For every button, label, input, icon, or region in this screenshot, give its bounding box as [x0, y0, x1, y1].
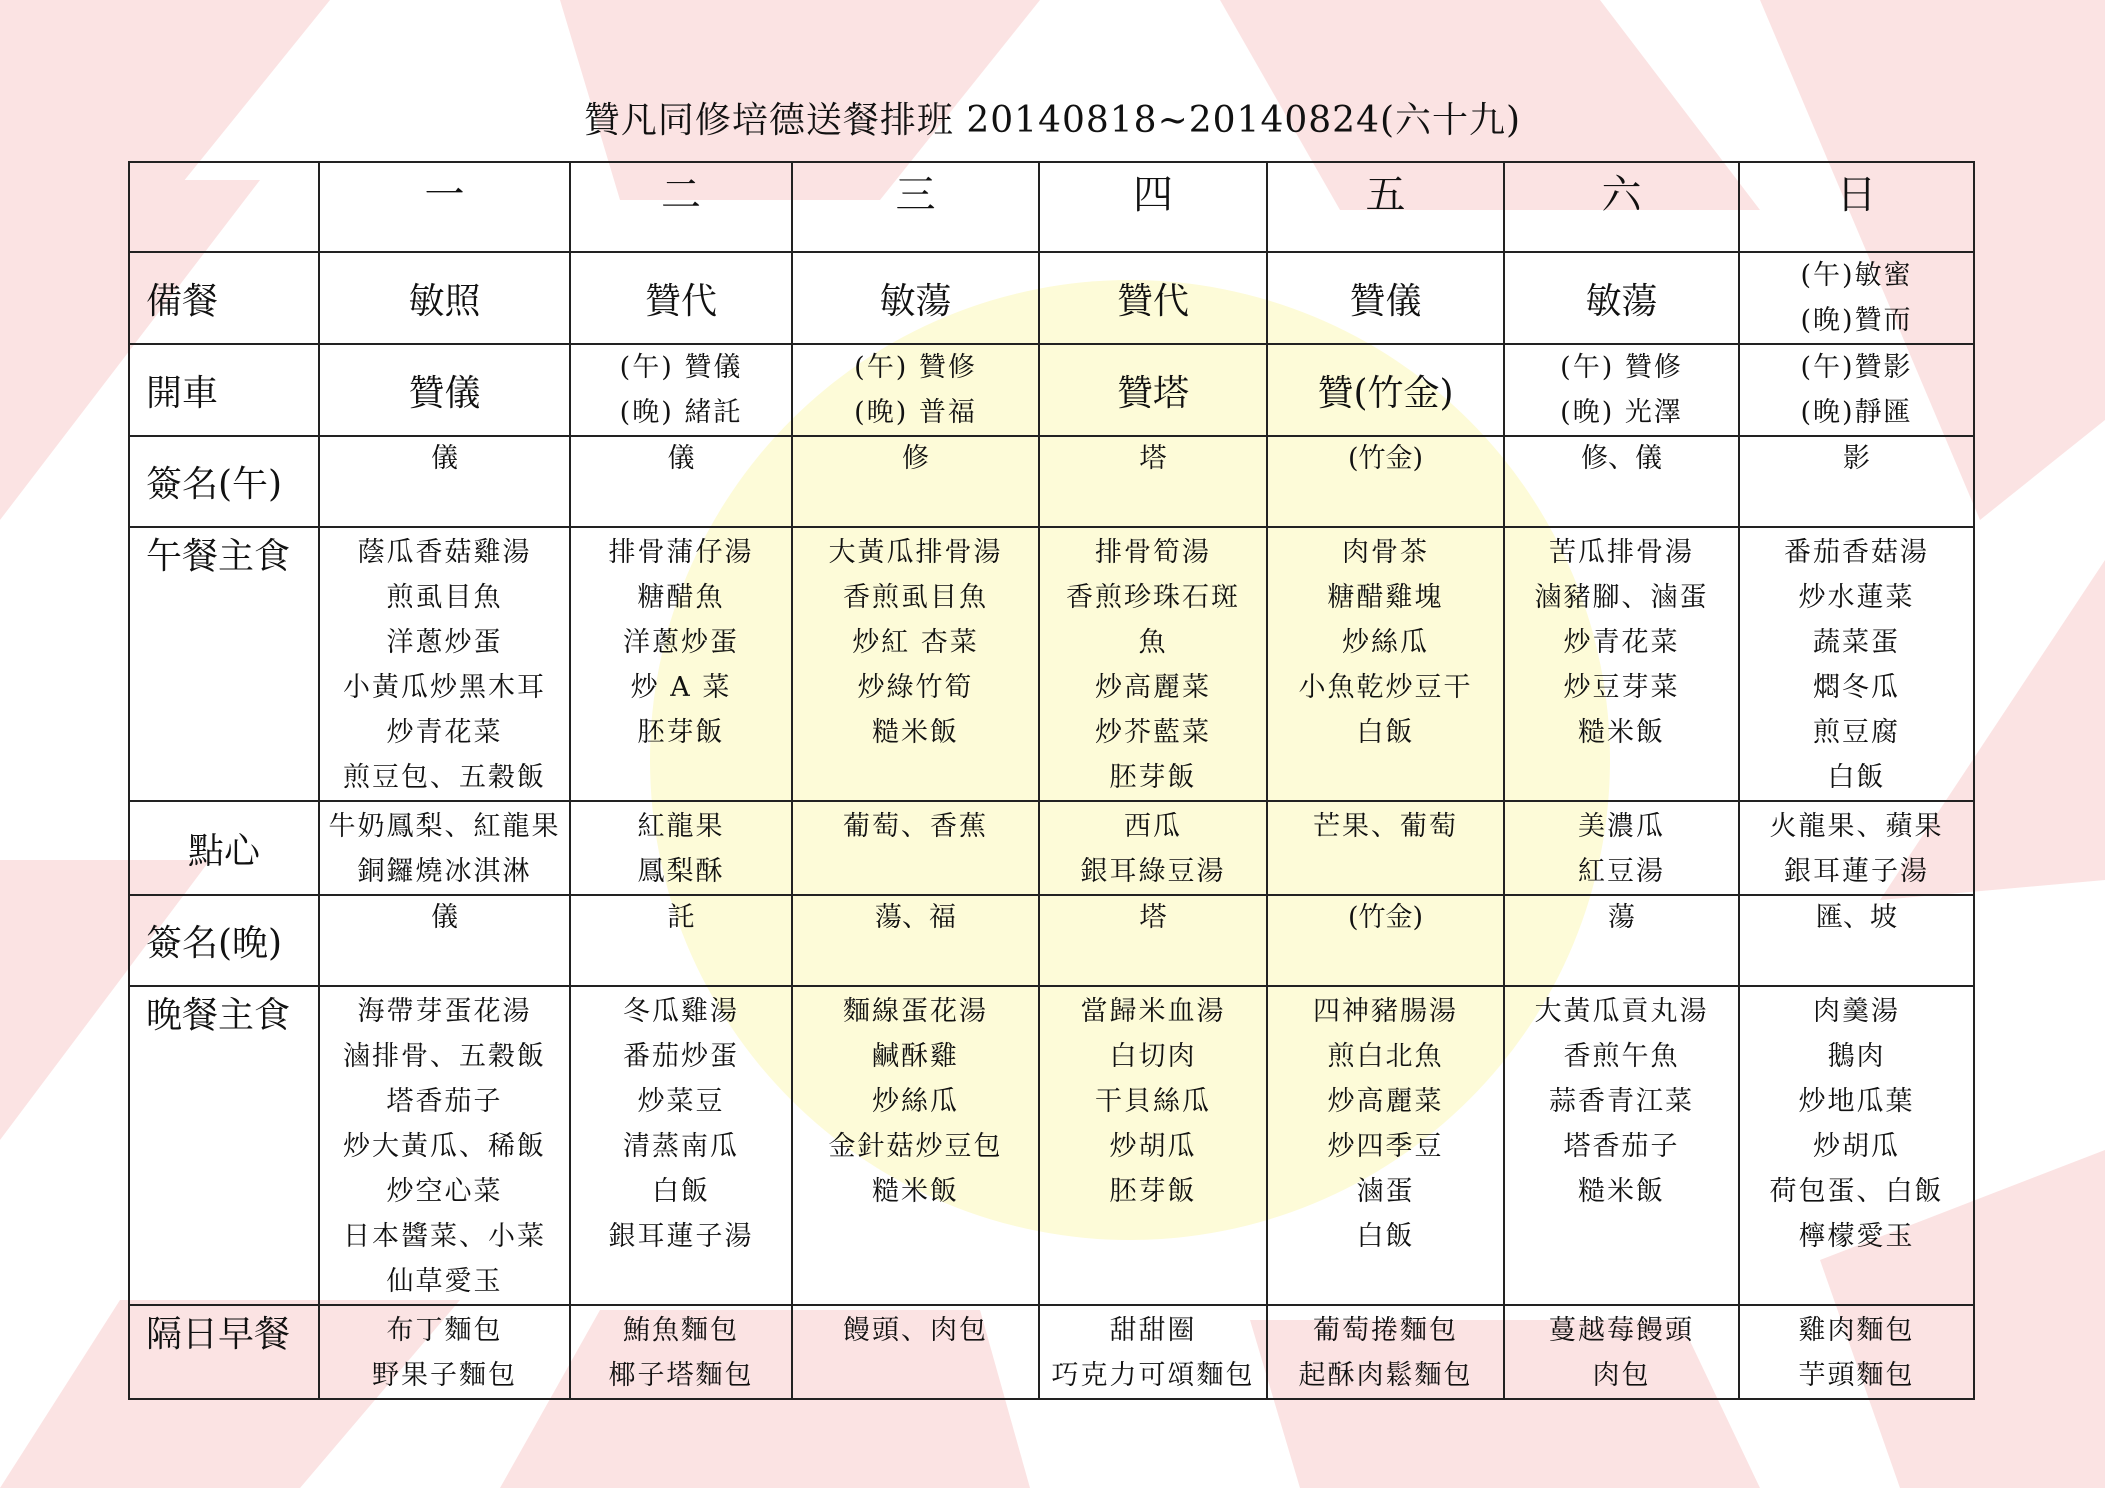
menu-item: 大黃瓜貢丸湯 — [1534, 996, 1709, 1027]
schedule-cell — [1504, 344, 1739, 436]
weekday-header: 一 — [319, 162, 570, 252]
schedule-cell — [792, 986, 1039, 1305]
menu-item: 燜冬瓜 — [1813, 672, 1900, 703]
schedule-cell — [570, 986, 792, 1305]
menu-item: 香煎午魚 — [1563, 1041, 1680, 1072]
menu-item: 炒豆芽菜 — [1563, 672, 1680, 703]
schedule-cell — [1039, 436, 1267, 527]
staff-line: (晚) 緒託 — [619, 397, 743, 428]
menu-item: 干貝絲瓜 — [1095, 1086, 1211, 1117]
menu-item: 肉包 — [1592, 1360, 1651, 1391]
menu-item: 葡萄捲麵包 — [1313, 1315, 1458, 1346]
menu-item: 滷排骨、五穀飯 — [343, 1041, 546, 1072]
menu-item: 煎虱目魚 — [386, 582, 503, 613]
schedule-cell — [319, 801, 570, 895]
menu-item: 糙米飯 — [1578, 717, 1665, 748]
row-label: 簽名(午) — [129, 436, 319, 527]
row-label: 隔日早餐 — [129, 1305, 319, 1399]
staff-name: 贊儀 — [1349, 280, 1422, 322]
menu-item: 白飯 — [1356, 717, 1415, 748]
corner-cell — [129, 162, 319, 252]
schedule-cell — [1039, 344, 1267, 436]
menu-item: 炒四季豆 — [1327, 1131, 1444, 1162]
menu-item: 西瓜 — [1124, 811, 1182, 842]
signature-text: 塔 — [1139, 902, 1167, 933]
staff-name: 贊(竹金) — [1317, 372, 1454, 414]
menu-item: 鵝肉 — [1827, 1041, 1886, 1072]
menu-item: 鳳梨酥 — [637, 856, 725, 887]
menu-item: 炒絲瓜 — [872, 1086, 959, 1117]
row-sign-eve — [129, 895, 1974, 986]
menu-item: 肉骨茶 — [1342, 537, 1429, 568]
menu-item: 糙米飯 — [1578, 1176, 1665, 1207]
staff-line: (晚) 光澤 — [1560, 397, 1683, 428]
menu-item: 炒青花菜 — [1563, 627, 1680, 658]
menu-item: 蔓越莓饅頭 — [1549, 1315, 1694, 1346]
menu-item: 煎豆包、五穀飯 — [343, 762, 546, 793]
signature-text: 蕩 — [1608, 902, 1635, 933]
page-title: 贊凡同修培德送餐排班 20140818~20140824(六十九) — [583, 100, 1522, 141]
menu-item: 炒芥藍菜 — [1095, 717, 1211, 748]
schedule-cell — [319, 436, 570, 527]
menu-item: 小魚乾炒豆干 — [1298, 672, 1473, 703]
menu-item: 炒地瓜葉 — [1798, 1086, 1915, 1117]
schedule-cell — [570, 895, 792, 986]
menu-item: 胚芽飯 — [1109, 1176, 1197, 1207]
schedule-cell — [319, 344, 570, 436]
staff-line: (午) 贊儀 — [619, 352, 743, 383]
menu-item: 冬瓜雞湯 — [623, 996, 739, 1027]
schedule-cell — [792, 895, 1039, 986]
menu-item: 荷包蛋、白飯 — [1769, 1176, 1944, 1207]
schedule-cell — [1267, 252, 1504, 344]
staff-line: (午)敏蜜 — [1800, 260, 1913, 291]
menu-item: 肉羹湯 — [1813, 996, 1900, 1027]
menu-item: 香煎珍珠石斑 — [1066, 582, 1240, 613]
schedule-cell — [1504, 895, 1739, 986]
menu-item: 炒胡瓜 — [1813, 1131, 1900, 1162]
row-drive — [129, 344, 1974, 436]
schedule-cell — [570, 436, 792, 527]
signature-text: 蕩、福 — [875, 902, 956, 933]
menu-item: 火龍果、蘋果 — [1769, 811, 1944, 842]
schedule-cell — [1739, 527, 1974, 801]
schedule-cell — [1739, 252, 1974, 344]
menu-item: 蔬菜蛋 — [1813, 627, 1900, 658]
staff-name: 贊代 — [1116, 280, 1189, 322]
menu-item: 煎豆腐 — [1813, 717, 1900, 748]
menu-item: 四神豬腸湯 — [1313, 996, 1458, 1027]
menu-item: 番茄香菇湯 — [1784, 537, 1929, 568]
menu-item: 苦瓜排骨湯 — [1549, 537, 1694, 568]
row-breakfast — [129, 1305, 1974, 1399]
schedule-cell — [570, 527, 792, 801]
schedule-cell — [1039, 895, 1267, 986]
menu-item: 炒水蓮菜 — [1798, 582, 1915, 613]
menu-item: 滷蛋 — [1356, 1176, 1415, 1207]
staff-line: (晚) 普福 — [854, 397, 977, 428]
schedule-cell — [319, 527, 570, 801]
staff-name: 敏蕩 — [879, 280, 952, 322]
staff-name: 贊塔 — [1116, 372, 1189, 414]
schedule-cell — [1739, 344, 1974, 436]
schedule-cell — [792, 436, 1039, 527]
menu-item: 糖醋魚 — [637, 582, 725, 613]
menu-item: 胚芽飯 — [1109, 762, 1197, 793]
menu-item: 雞肉麵包 — [1798, 1315, 1915, 1346]
row-snack — [129, 801, 1974, 895]
schedule-cell — [319, 986, 570, 1305]
schedule-cell — [570, 344, 792, 436]
schedule-cell — [1267, 436, 1504, 527]
weekday-header-row — [129, 162, 1974, 252]
menu-item: 塔香茄子 — [386, 1086, 503, 1117]
signature-text: (竹金) — [1347, 902, 1424, 933]
schedule-cell — [1504, 801, 1739, 895]
schedule-cell — [1504, 986, 1739, 1305]
schedule-cell — [1039, 801, 1267, 895]
signature-text: 塔 — [1139, 443, 1167, 474]
menu-item: 炒空心菜 — [386, 1176, 503, 1207]
menu-item: 當歸米血湯 — [1080, 996, 1226, 1027]
menu-item: 炒胡瓜 — [1109, 1131, 1197, 1162]
menu-item: 麵線蛋花湯 — [843, 996, 988, 1027]
menu-item: 布丁麵包 — [386, 1315, 503, 1346]
menu-item: 美濃瓜 — [1578, 811, 1665, 842]
weekday-header: 四 — [1039, 162, 1267, 252]
schedule-cell — [792, 801, 1039, 895]
menu-item: 炒紅 杏菜 — [852, 627, 979, 658]
row-lunch — [129, 527, 1974, 801]
schedule-cell — [1504, 436, 1739, 527]
staff-line: (午) 贊修 — [1560, 352, 1683, 383]
schedule-cell — [1039, 252, 1267, 344]
schedule-cell — [570, 801, 792, 895]
menu-item: 芋頭麵包 — [1798, 1360, 1915, 1391]
menu-item: 白飯 — [1356, 1221, 1415, 1252]
schedule-cell — [1739, 986, 1974, 1305]
menu-item: 牛奶鳳梨、紅龍果 — [328, 811, 561, 842]
menu-item: 椰子塔麵包 — [608, 1360, 754, 1391]
weekday-header: 三 — [792, 162, 1039, 252]
menu-item: 蔭瓜香菇雞湯 — [357, 537, 532, 568]
schedule-cell — [319, 1305, 570, 1399]
signature-text: 儀 — [431, 443, 458, 474]
schedule-cell — [570, 1305, 792, 1399]
schedule-cell — [1267, 344, 1504, 436]
menu-item: 銀耳蓮子湯 — [608, 1221, 754, 1252]
weekday-header: 二 — [570, 162, 792, 252]
staff-line: (晚)贊而 — [1800, 305, 1913, 336]
schedule-cell — [792, 252, 1039, 344]
staff-name: 贊儀 — [408, 372, 481, 414]
signature-text: 儀 — [667, 443, 695, 474]
menu-item: 仙草愛玉 — [386, 1266, 503, 1297]
row-label: 開車 — [129, 344, 319, 436]
menu-item: 大黃瓜排骨湯 — [828, 537, 1003, 568]
menu-item: 排骨蒲仔湯 — [608, 537, 754, 568]
staff-line: (午) 贊修 — [854, 352, 977, 383]
menu-item: 紅豆湯 — [1578, 856, 1665, 887]
row-label: 點心 — [129, 801, 319, 895]
staff-line: (午)贊影 — [1800, 352, 1913, 383]
menu-item: 紅龍果 — [637, 811, 725, 842]
menu-item: 金針菇炒豆包 — [828, 1131, 1003, 1162]
schedule-cell — [1739, 895, 1974, 986]
menu-item: 清蒸南瓜 — [623, 1131, 739, 1162]
menu-item: 炒 A 菜 — [630, 672, 732, 703]
menu-item: 炒絲瓜 — [1342, 627, 1429, 658]
weekday-header: 日 — [1739, 162, 1974, 252]
row-label: 午餐主食 — [129, 527, 319, 801]
menu-item: 番茄炒蛋 — [623, 1041, 739, 1072]
staff-name: 敏蕩 — [1585, 280, 1658, 322]
menu-item: 銀耳綠豆湯 — [1080, 856, 1226, 887]
row-label: 備餐 — [129, 252, 319, 344]
menu-item: 炒青花菜 — [386, 717, 503, 748]
schedule-cell — [792, 344, 1039, 436]
schedule-cell — [1267, 895, 1504, 986]
menu-item: 炒綠竹筍 — [857, 672, 974, 703]
schedule-cell — [1267, 986, 1504, 1305]
menu-item: 巧克力可頌麵包 — [1051, 1360, 1255, 1391]
schedule-cell — [570, 252, 792, 344]
row-label: 簽名(晚) — [129, 895, 319, 986]
menu-item: 鹹酥雞 — [872, 1041, 959, 1072]
menu-item: 鮪魚麵包 — [623, 1315, 739, 1346]
schedule-cell — [1267, 527, 1504, 801]
signature-text: 託 — [667, 902, 695, 933]
signature-text: 匯、坡 — [1816, 902, 1897, 933]
schedule-cell — [1039, 1305, 1267, 1399]
menu-item: 野果子麵包 — [372, 1360, 517, 1391]
schedule-cell — [1504, 527, 1739, 801]
menu-item: 芒果、葡萄 — [1313, 811, 1458, 842]
menu-item: 炒大黃瓜、稀飯 — [343, 1131, 546, 1162]
schedule-table — [128, 161, 1975, 1400]
menu-item: 滷豬腳、滷蛋 — [1534, 582, 1709, 613]
schedule-cell — [319, 895, 570, 986]
menu-item: 白飯 — [652, 1176, 710, 1207]
menu-item: 洋蔥炒蛋 — [623, 627, 739, 658]
weekday-header: 五 — [1267, 162, 1504, 252]
signature-text: 儀 — [431, 902, 458, 933]
menu-item: 魚 — [1138, 627, 1168, 658]
signature-text: 修 — [902, 443, 929, 474]
menu-item: 炒高麗菜 — [1095, 672, 1211, 703]
menu-item: 塔香茄子 — [1563, 1131, 1680, 1162]
menu-item: 葡萄、香蕉 — [843, 811, 988, 842]
menu-item: 糙米飯 — [872, 1176, 959, 1207]
schedule-cell — [319, 252, 570, 344]
menu-item: 糖醋雞塊 — [1327, 582, 1444, 613]
schedule-cell — [1504, 252, 1739, 344]
menu-item: 排骨筍湯 — [1095, 537, 1211, 568]
menu-item: 日本醬菜、小菜 — [343, 1221, 546, 1252]
menu-item: 香煎虱目魚 — [843, 582, 988, 613]
menu-item: 饅頭、肉包 — [843, 1315, 988, 1346]
menu-item: 胚芽飯 — [637, 717, 725, 748]
staff-line: (晚)靜匯 — [1800, 397, 1913, 428]
signature-text: (竹金) — [1347, 443, 1424, 474]
menu-item: 海帶芽蛋花湯 — [357, 996, 532, 1027]
schedule-cell — [1039, 527, 1267, 801]
schedule-cell — [1504, 1305, 1739, 1399]
menu-item: 白飯 — [1827, 762, 1886, 793]
menu-item: 蒜香青江菜 — [1549, 1086, 1694, 1117]
menu-item: 洋蔥炒蛋 — [386, 627, 503, 658]
staff-name: 敏照 — [408, 280, 481, 322]
row-prep — [129, 252, 1974, 344]
menu-item: 炒菜豆 — [637, 1086, 725, 1117]
menu-item: 銅鑼燒冰淇淋 — [357, 856, 532, 887]
menu-item: 煎白北魚 — [1327, 1041, 1444, 1072]
menu-item: 白切肉 — [1109, 1041, 1197, 1072]
menu-item: 炒高麗菜 — [1327, 1086, 1444, 1117]
weekday-header: 六 — [1504, 162, 1739, 252]
signature-text: 修、儀 — [1581, 443, 1662, 474]
schedule-cell — [1739, 1305, 1974, 1399]
schedule-cell — [792, 527, 1039, 801]
schedule-cell — [1267, 1305, 1504, 1399]
menu-item: 糙米飯 — [872, 717, 959, 748]
menu-item: 檸檬愛玉 — [1798, 1221, 1915, 1252]
schedule-cell — [1267, 801, 1504, 895]
schedule-cell — [1739, 436, 1974, 527]
schedule-cell — [792, 1305, 1039, 1399]
signature-text: 影 — [1843, 443, 1870, 474]
schedule-cell — [1739, 801, 1974, 895]
menu-item: 甜甜圈 — [1109, 1315, 1197, 1346]
menu-item: 小黃瓜炒黑木耳 — [343, 672, 546, 703]
menu-item: 起酥肉鬆麵包 — [1298, 1360, 1473, 1391]
menu-item: 銀耳蓮子湯 — [1784, 856, 1929, 887]
row-sign-noon — [129, 436, 1974, 527]
schedule-cell — [1039, 986, 1267, 1305]
row-dinner — [129, 986, 1974, 1305]
row-label: 晚餐主食 — [129, 986, 319, 1305]
staff-name: 贊代 — [644, 280, 717, 322]
